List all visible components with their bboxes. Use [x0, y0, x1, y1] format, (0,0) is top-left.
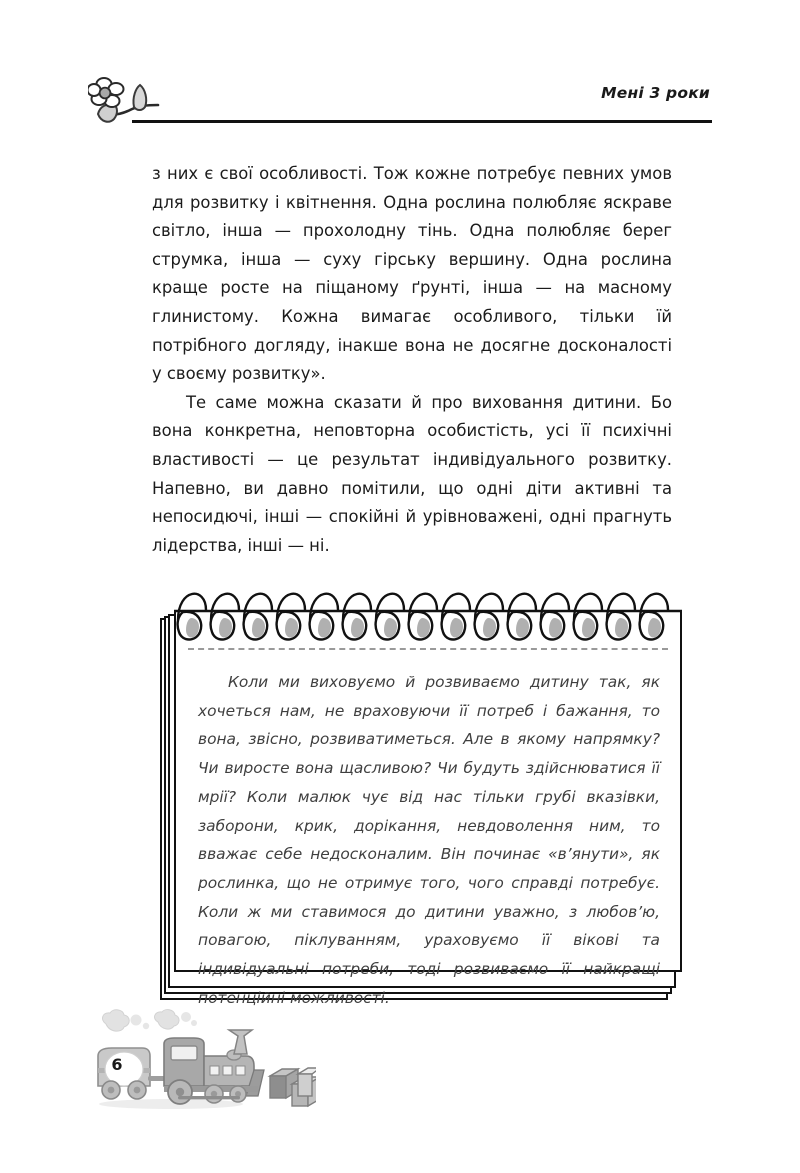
body-text-block	[152, 160, 672, 560]
notepad-text: Коли ми виховуємо й розвиваємо дитину так, як хочеться нам, не враховуючи її потреб і бажання, то вона, звісно, розвиватиметься. Але в якому напрямку? Чи виросте вона щасливою? Чи будуть здійснюватися її мрії? Коли малюк чує від нас тільки грубі вказівки, заборони, крик, дорікання, невдоволення ним, то вважає себе недосконалим. Він починає «в’янути», як рослинка, що не отримує того, чого справді потребує. Коли ж ми ставимося до дитини уважно, з любов’ю, повагою, піклуванням, ураховуємо її вікові та індивідуальні потреби, тоді розвиваємо її найкращі потенційні можливості.	[198, 673, 660, 1007]
paragraph-2: Те саме можна сказати й про виховання дитини. Бо вона конкретна, неповторна особистість, усі її психічні властивості — це результат індивідуального розвитку. Напевно, ви давно помітили, що одні діти активні та непосидючі, інші — спокійні й урівноважені, одні прагнуть лідерства, інші — ні.	[152, 392, 672, 555]
paragraph-1: з них є свої особливості. Тож кожне потребує певних умов для розвитку і квітнення. Одна рослина полюбляє яскраве світло, інша — прохолодну тінь. Одна полюбляє берег струмка, інша — суху гірську вершину. Одна рослина краще росте на піщаному ґрунті, інша — на масному глинистому. Кожна вимагає особливого, тільки їй потрібного догляду, інакше вона не досягне досконалості у своєму розвитку».	[152, 164, 672, 384]
notepad-callout	[160, 596, 688, 1008]
page-number: 6	[111, 1055, 123, 1074]
page-header	[88, 72, 712, 134]
header-rule	[132, 120, 712, 123]
notepad-fold-corner	[674, 988, 688, 1002]
notepad-tear-line	[188, 648, 668, 650]
notepad-sheet	[174, 610, 682, 1007]
page-title: Мені 3 роки	[601, 84, 710, 102]
